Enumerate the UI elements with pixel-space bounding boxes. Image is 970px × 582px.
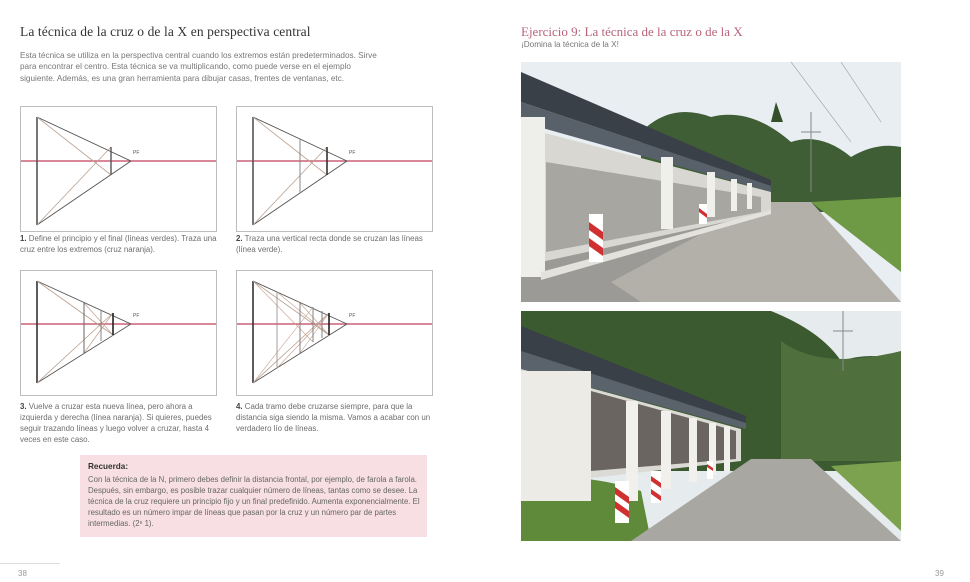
page-number-left: 38 (18, 569, 27, 578)
step-text: Define el principio y el final (líneas verdes). Traza una cruz entre los extremos (cruz naranja). (20, 234, 217, 254)
perspective-diagram-3 (21, 271, 216, 395)
step-text: Traza una vertical recta donde se cruzan las líneas (línea verde). (236, 234, 423, 254)
hazard-post (651, 471, 661, 503)
vanishing-point-label: PF (133, 313, 140, 319)
figure-step-2 (236, 106, 433, 232)
reminder-body: Con la técnica de la N, primero debes definir la distancia frontal, por ejemplo, de farola a farola. Después, sin embargo, es posible trazar cualquier número de líneas, tantas como se desee. La técnica de la cruz requiere un principio fijo y un final predefinido. Aumenta exponencialmente. El resultado es un número impar de líneas que pasan por la cruz y un número par de partes intermedias. (2ⁿ 1). (88, 475, 420, 528)
photo-barn-2 (521, 311, 901, 541)
perspective-diagram-1 (21, 107, 216, 231)
hazard-post (615, 481, 629, 523)
vanishing-point-label: PF (349, 150, 356, 156)
right-page (485, 0, 970, 582)
photo-barn-1 (521, 62, 901, 302)
figure-step-3 (20, 270, 217, 396)
step-number: 2. (236, 234, 243, 243)
step-number: 4. (236, 402, 243, 411)
exercise-title: Ejercicio 9: La técnica de la cruz o de la X (521, 24, 743, 39)
perspective-diagram-4 (237, 271, 432, 395)
step-text: Vuelve a cruzar esta nueva línea, pero ahora a izquierda y derecha (línea naranja). Si quieres, puedes seguir trazando líneas y luego volver a cruzar, hasta 4 veces en este caso. (20, 402, 212, 444)
reminder-box (80, 455, 427, 537)
caption-step-1 (20, 233, 220, 255)
exercise-subtitle: ¡Domina la técnica de la X! (521, 40, 619, 49)
caption-step-4 (236, 401, 436, 434)
vanishing-point-label: PF (349, 313, 356, 319)
figure-step-4 (236, 270, 433, 396)
perspective-diagram-2 (237, 107, 432, 231)
figure-step-1 (20, 106, 217, 232)
barn-photo-illustration-1 (521, 62, 901, 302)
step-text: Cada tramo debe cruzarse siempre, para que la distancia siga siendo la misma. Vamos a acabar con un verdadero lío de líneas. (236, 402, 431, 433)
hazard-post (699, 204, 707, 224)
hazard-post (589, 214, 603, 262)
caption-step-2 (236, 233, 436, 255)
caption-step-3 (20, 401, 220, 445)
intro-paragraph: Esta técnica se utiliza en la perspectiva central cuando los extremos están predeterminados. Sirve para encontrar el centro. Esta técnica se va multiplicando, como puede verse en el ejemplo siguiente. Además, es una gran herramienta para dibujar casas, frentes de ventanas, etc. (20, 51, 377, 83)
step-number: 1. (20, 234, 27, 243)
reminder-title: Recuerda: (88, 462, 129, 471)
footer-rule (0, 563, 60, 564)
vanishing-point-label: PF (133, 150, 140, 156)
barn-photo-illustration-2 (521, 311, 901, 541)
page-number-right: 39 (935, 569, 944, 578)
page-title: La técnica de la cruz o de la X en perspectiva central (20, 24, 311, 39)
step-number: 3. (20, 402, 27, 411)
hazard-post (707, 461, 713, 479)
